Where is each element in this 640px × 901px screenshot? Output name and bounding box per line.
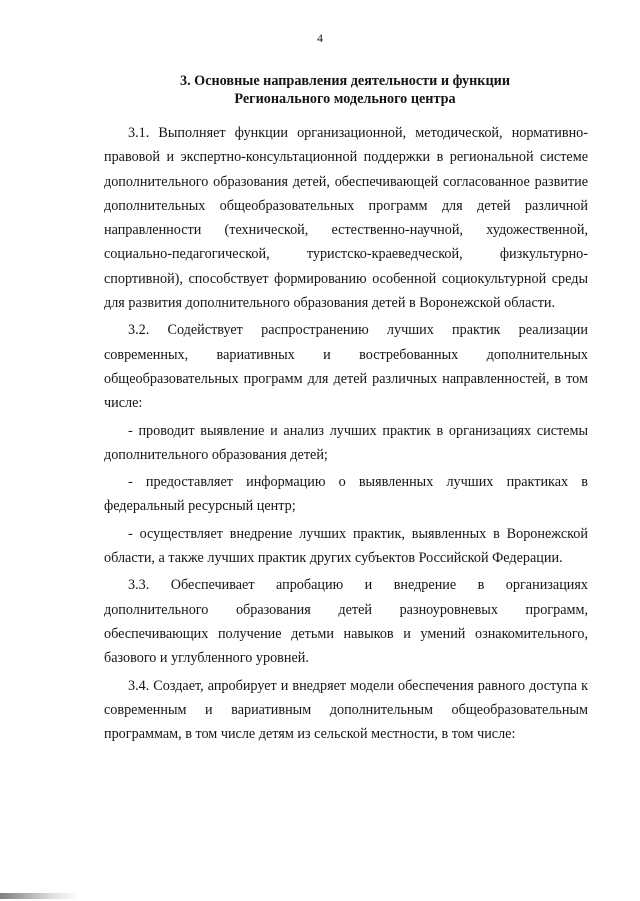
section-heading-line-2: Регионального модельного центра — [234, 91, 456, 107]
scan-edge-mark — [0, 893, 80, 899]
list-item-implement-practices: - осуществляет внедрение лучших практик, выявленных в Воронежской области, а также лучших практик других субъектов Российской Федерации. — [104, 525, 588, 567]
paragraph-3-4: 3.4. Создает, апробирует и внедряет модели обеспечения равного доступа к современным и вариативным дополнительным общеобразовательным программам, в том числе детям из сельской местности, в том числе: — [104, 677, 588, 743]
section-heading-line-1: 3. Основные направления деятельности и функции — [179, 73, 511, 89]
paragraph-3-1: 3.1. Выполняет функции организационной, методической, нормативно-правовой и экспертно-консультационной поддержки в региональной системе дополнительного образования детей, обеспечивающей согласованное развитие дополнительных общеобразовательных программ для детей различной направленности (технической, естественно-научной, художественной, социально-педагогической, туристско-краеведческой, физкультурно-спортивной), способствует формированию особенной социокультурной среды для развития дополнительного образования детей в Воронежской области. — [104, 125, 588, 312]
section-heading — [100, 72, 590, 108]
list-item-identify-practices: - проводит выявление и анализ лучших практик в организациях системы дополнительного образования детей; — [104, 422, 588, 463]
list-item-provide-information: - предоставляет информацию о выявленных лучших практиках в федеральный ресурсный центр; — [104, 474, 588, 515]
paragraph-3-3: 3.3. Обеспечивает апробацию и внедрение в организациях дополнительного образования детей разноуровневых программ, обеспечивающих получение детьми навыков и умений ознакомительного, базового и углубленного уровней. — [104, 577, 588, 667]
paragraph-3-2: 3.2. Содействует распространению лучших практик реализации современных, вариативных и востребованных дополнительных общеобразовательных программ для детей различных направленностей, в том числе: — [104, 322, 588, 412]
document-body — [104, 121, 588, 746]
page-number: 4 — [317, 31, 323, 45]
